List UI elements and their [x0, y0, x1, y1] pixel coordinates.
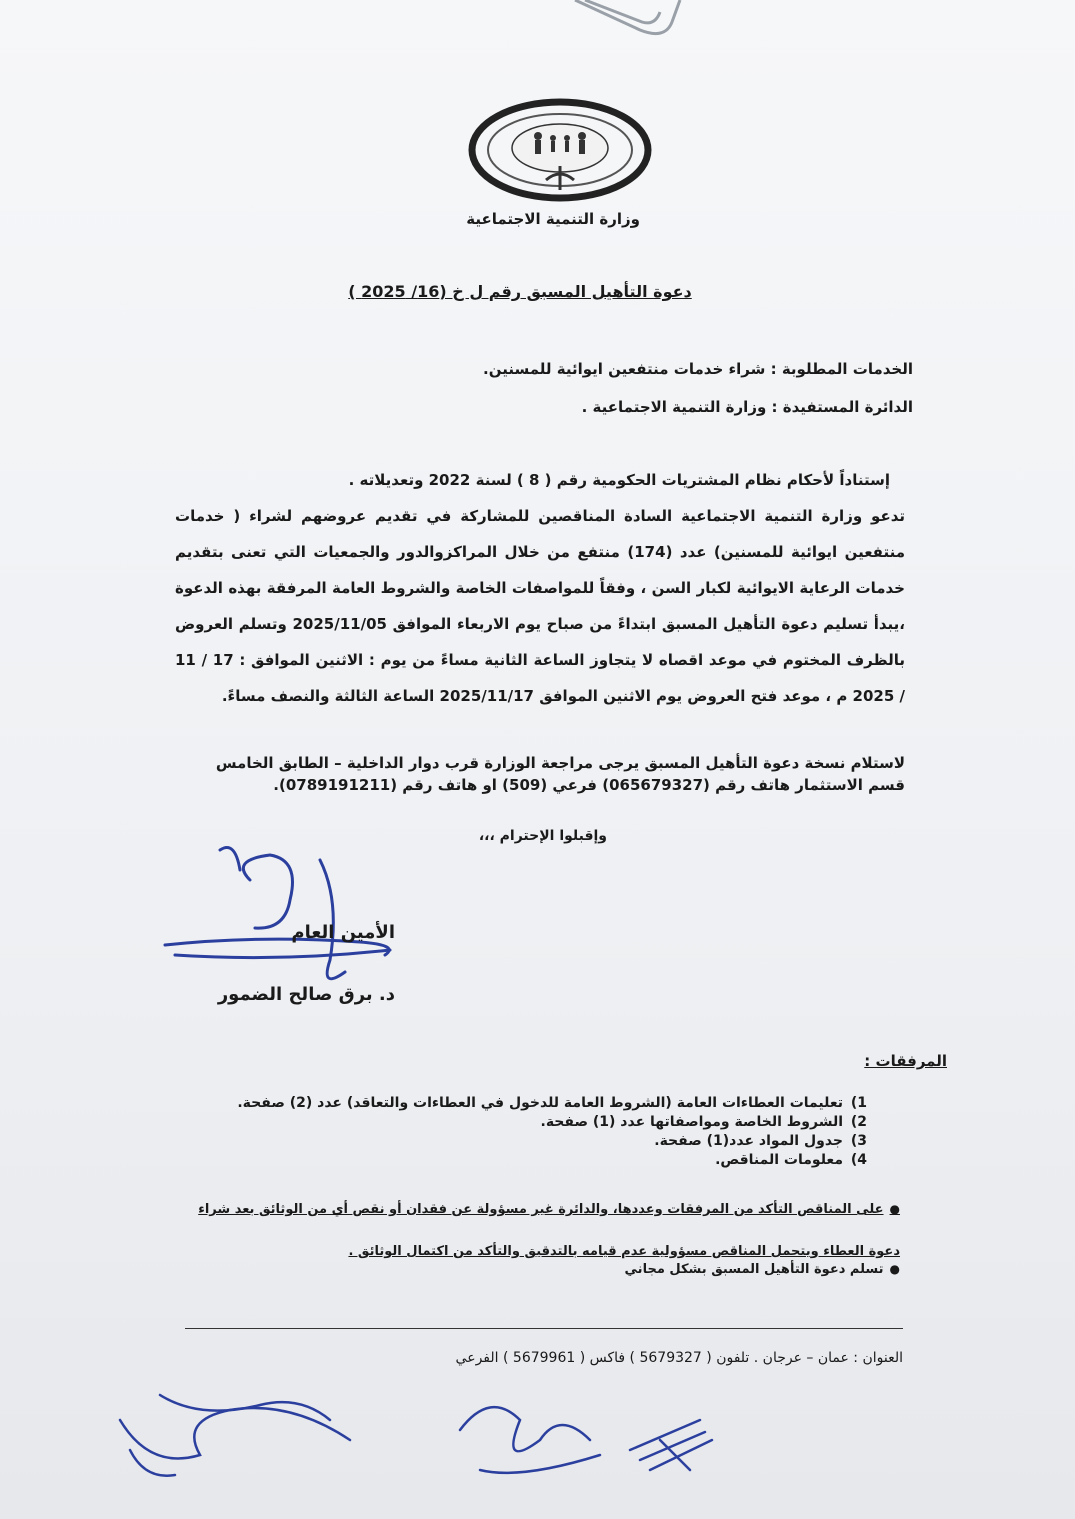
handwritten-initials-bottom: [120, 1395, 712, 1476]
attachments-list: [237, 1094, 867, 1170]
note-free: ●تسلم دعوة التأهيل المسبق بشكل مجاني: [624, 1262, 900, 1277]
ministry-name: وزارة التنمية الاجتماعية: [466, 210, 640, 228]
legal-basis: إستناداً لأحكام نظام المشتريات الحكومية رقم ( 8 ) لسنة 2022 وتعديلاته .: [348, 471, 890, 489]
signatory-name: د. برق صالح الضمور: [217, 984, 395, 1005]
bullet-icon: ●: [889, 1262, 900, 1276]
list-item: 3)جدول المواد عدد(1) صفحة.: [654, 1133, 867, 1149]
list-item: 2)الشروط الخاصة ومواصفاتها عدد (1) صفحة.: [540, 1114, 867, 1130]
invitation-paragraph: تدعو وزارة التنمية الاجتماعية السادة المناقصين للمشاركة في تقديم عروضهم لشراء ( خدمات منتفعين ايوائية للمسنين) عدد (174) منتفع من خلال المراكزوالدور والجمعيات التي تعنى بتقديم خدمات الرعاية الايوائية لكبار السن ، وفقاً للمواصفات الخاصة والشروط العامة المرفقة بهذه الدعوة ،يبدأ تسليم دعوة التأهيل المسبق ابتداءً من صباح يوم الاربعاء الموافق 2025/11/05 وتسلم العروض بالظرف المختوم في موعد اقصاه لا يتجاوز الساعة الثانية مساءً من يوم : الاثنين الموافق : 17 / 11 / 2025 م ، موعد فتح العروض يوم الاثنين الموافق 2025/11/17 الساعة الثالثة والنصف مساءً.: [175, 507, 906, 705]
beneficiary-department: الدائرة المستفيدة : وزارة التنمية الاجتماعية .: [581, 398, 913, 416]
footer-address: العنوان : عمان – عرجان . تلفون ( 5679327 ) فاكس ( 5679961 ) الفرعي: [455, 1350, 903, 1366]
bullet-icon: ●: [889, 1202, 900, 1216]
note-responsibility: ●على المناقص التأكد من المرفقات وعددها، والدائرة غير مسؤولة عن فقدان أو نقص أي من الوثائق بعد شراء دعوة العطاء ويتحمل المناقص مسؤولية عدم قيامه بالتدقيق والتأكد من اكتمال الوثائق .: [198, 1202, 900, 1259]
document-title: دعوة التأهيل المسبق رقم ل خ (16/ 2025 ): [348, 282, 692, 301]
footer-divider: [185, 1328, 903, 1329]
required-services: الخدمات المطلوبة : شراء خدمات منتفعين ايوائية للمسنين.: [483, 360, 913, 378]
list-item: 1)تعليمات العطاءات العامة (الشروط العامة للدخول في العطاءات والتعاقد) عدد (2) صفحة.: [237, 1095, 867, 1111]
attachments-heading: المرفقات :: [864, 1052, 947, 1070]
list-item: 4)معلومات المناقص.: [715, 1152, 867, 1168]
handwritten-signature-main: [165, 848, 390, 979]
signatory-title: الأمين العام: [291, 922, 395, 943]
closing-regards: وإقبلوا الإحترام ،،،: [478, 828, 607, 844]
ministry-emblem-icon: [472, 102, 648, 198]
paper-clip-icon: [575, 0, 680, 34]
collection-info: لاستلام نسخة دعوة التأهيل المسبق يرجى مراجعة الوزارة قرب دوار الداخلية – الطابق الخامس قسم الاستثمار هاتف رقم (065679327) فرعي (509) او هاتف رقم (0789191211).: [215, 754, 905, 794]
